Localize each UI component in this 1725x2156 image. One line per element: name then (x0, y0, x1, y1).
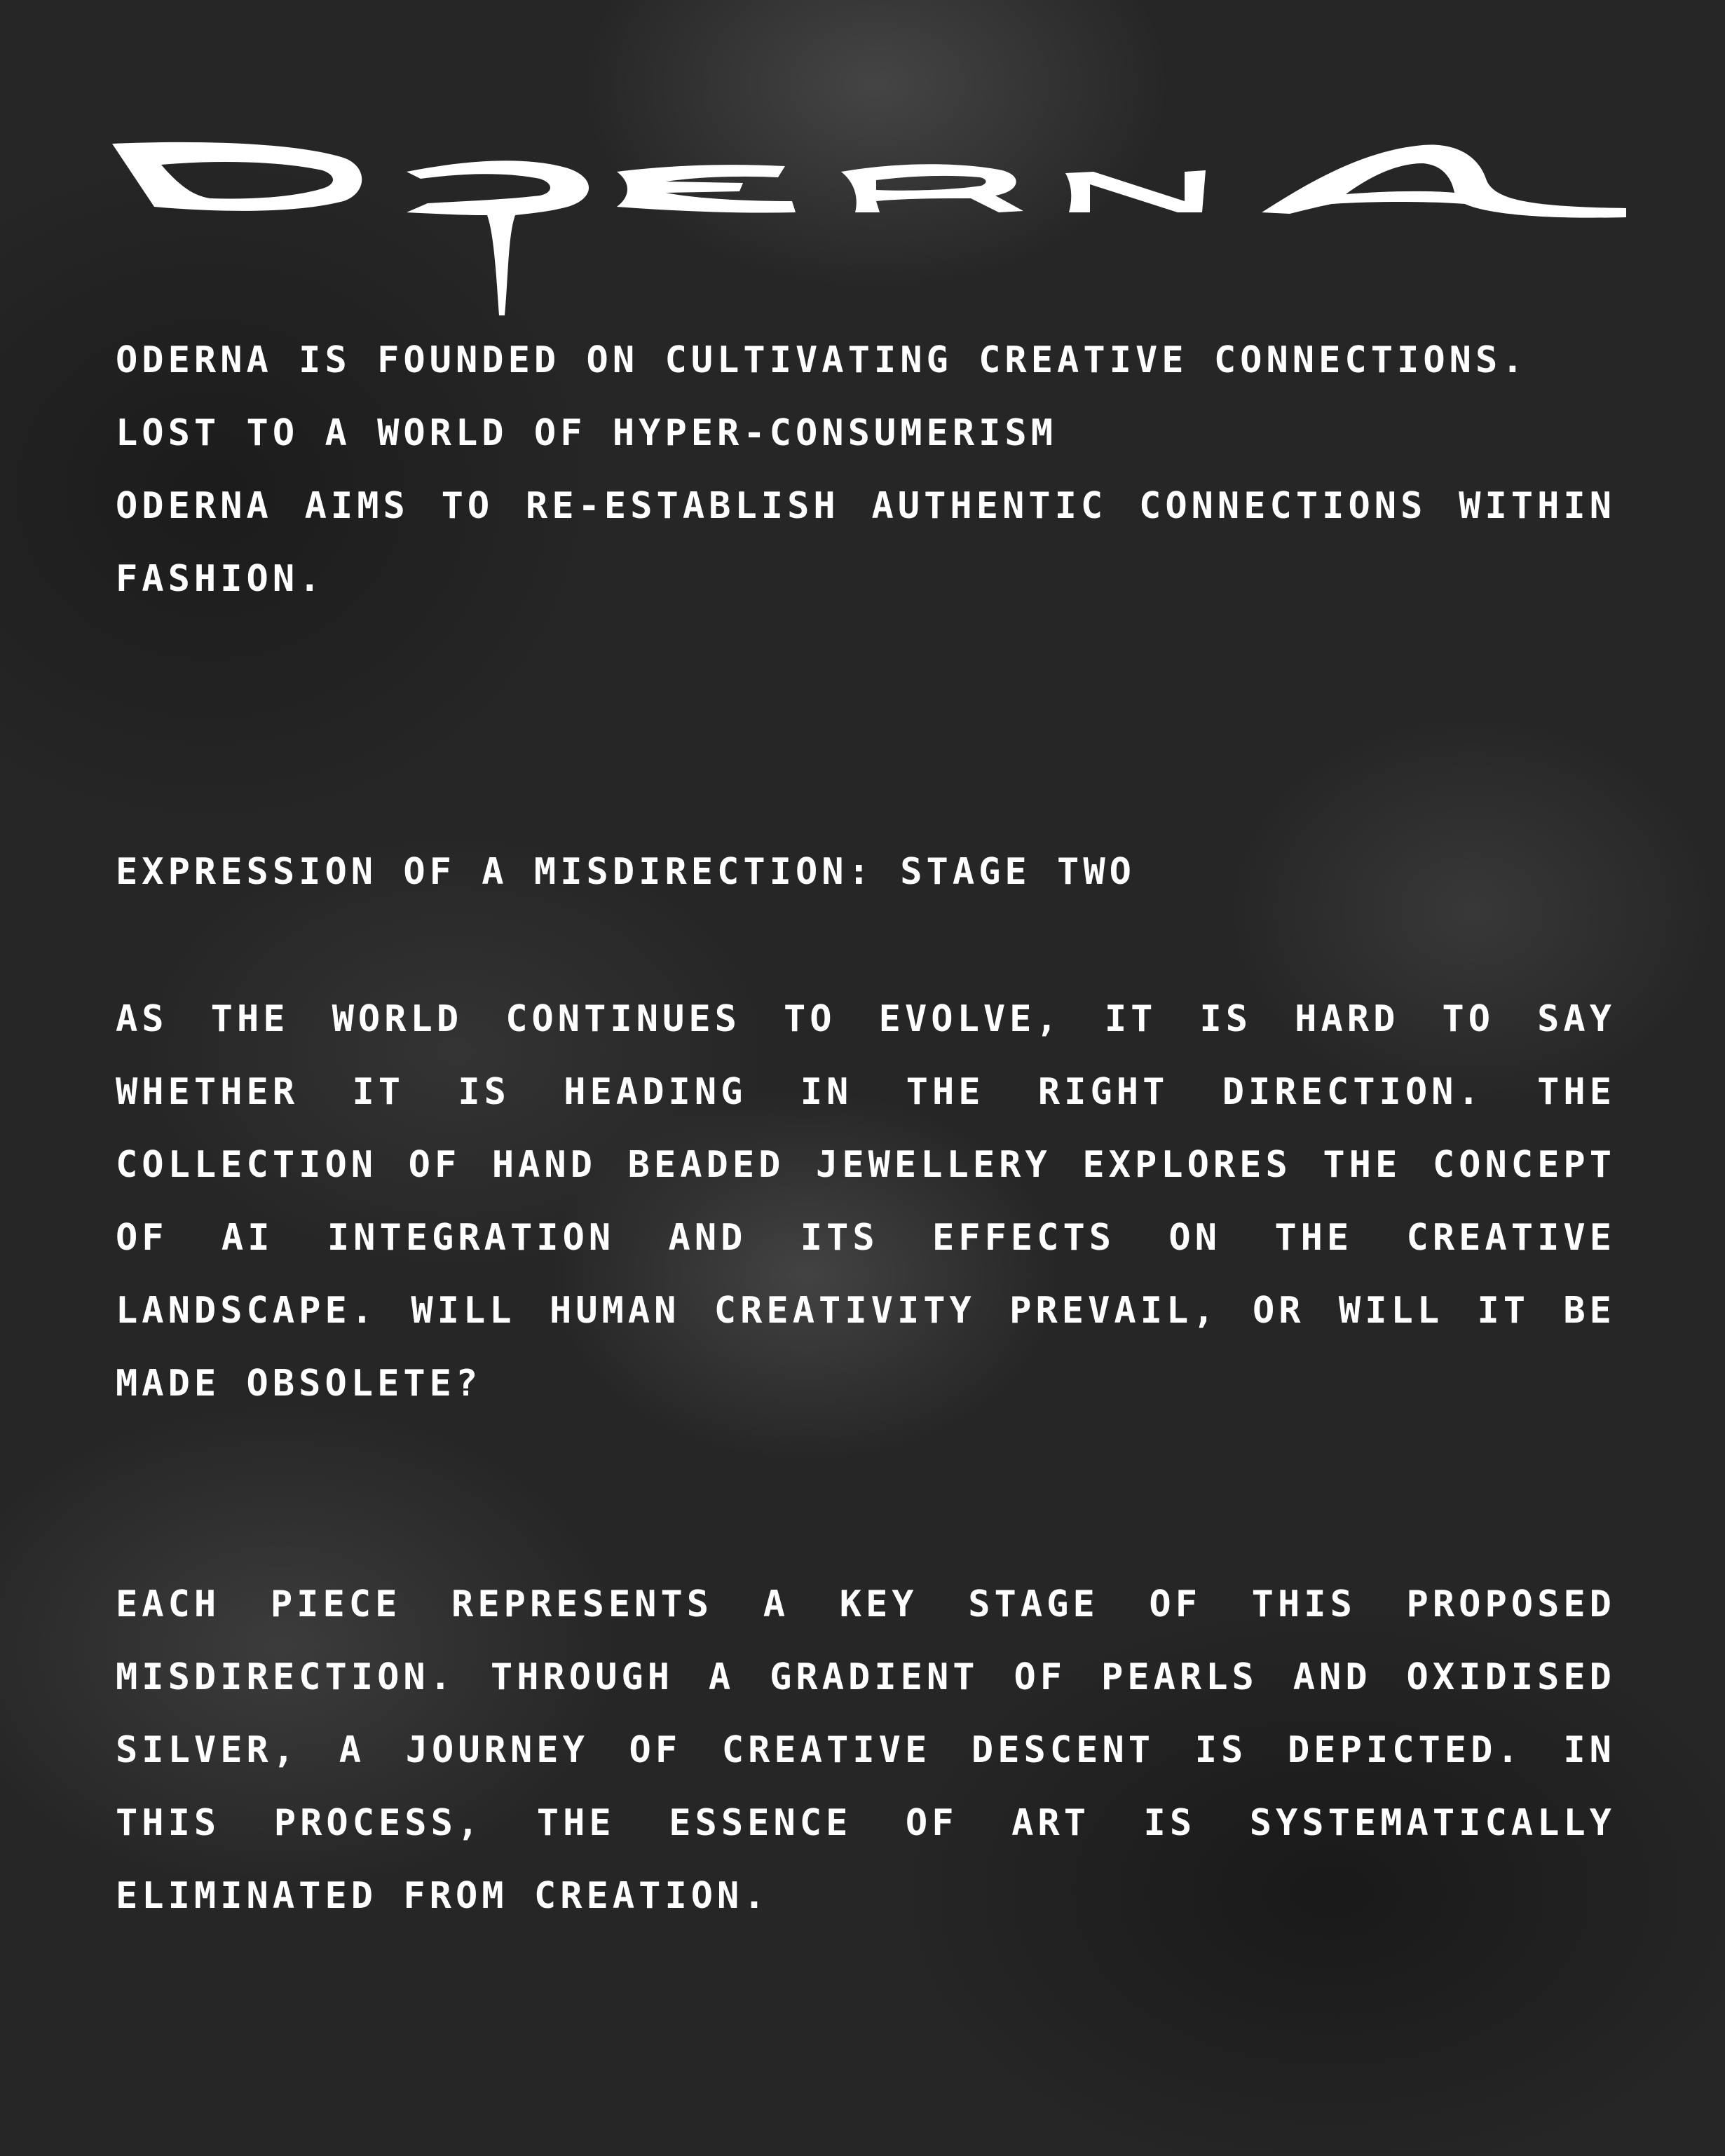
intro-text (116, 324, 1616, 615)
collection-paragraph-stages: EACH PIECE REPRESENTS A KEY STAGE OF THIS PROPOSED MISDIRECTION. THROUGH A GRADIENT OF PEARLS AND OXIDISED SILVER, A JOURNEY OF CREATIVE DESCENT IS DEPICTED. IN THIS PROCESS, THE ESSENCE OF ART IS SYSTEMATICALLY ELIMINATED FROM CREATION. (116, 1583, 1616, 1917)
intro-sentence-aims: ODERNA AIMS TO RE-ESTABLISH AUTHENTIC CONNECTIONS WITHIN FASHION. (116, 485, 1616, 600)
collection-paragraph-evolve: AS THE WORLD CONTINUES TO EVOLVE, IT IS HARD TO SAY WHETHER IT IS HEADING IN THE RIGHT DIRECTION. THE COLLECTION OF HAND BEADED JEWELLERY EXPLORES THE CONCEPT OF AI INTEGRATION AND ITS EFFECTS ON THE CREATIVE LANDSCAPE. WILL HUMAN CREATIVITY PREVAIL, OR WILL IT BE MADE OBSOLETE? (116, 998, 1616, 1405)
oderna-logo (112, 137, 1626, 319)
collection-heading: EXPRESSION OF A MISDIRECTION: STAGE TWO (116, 851, 1136, 893)
intro-sentence-founded: ODERNA IS FOUNDED ON CULTIVATING CREATIVE CONNECTIONS. (116, 339, 1528, 381)
intro-sentence-lost: LOST TO A WORLD OF HYPER-CONSUMERISM (116, 412, 1058, 454)
